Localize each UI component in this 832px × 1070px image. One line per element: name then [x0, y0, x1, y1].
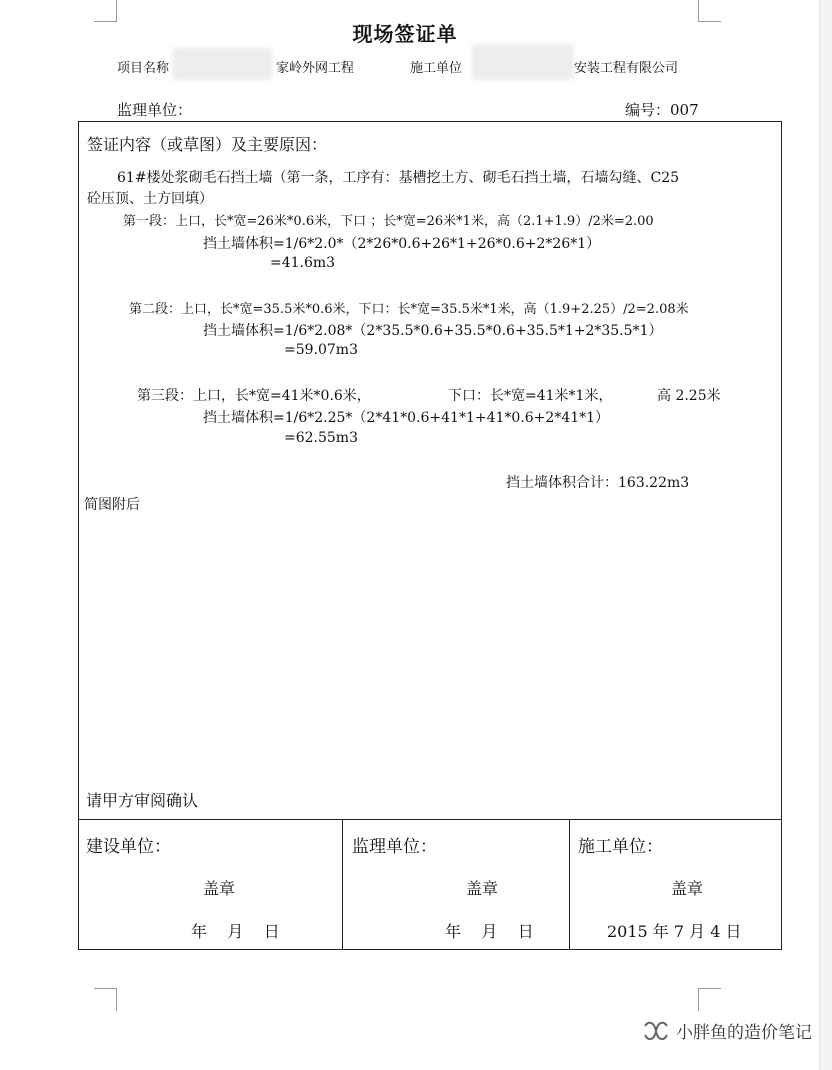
segment-1-dimensions: 第一段：上口，长*宽=26米*0.6米，下口 ；长*宽=26米*1米，高（2.1+1.9）/2米=2.00	[123, 214, 654, 229]
sign-supervisor-date: 年 月 日	[445, 922, 534, 941]
sign-owner-date: 年 月 日	[191, 922, 280, 941]
document-title: 现场签证单	[352, 22, 458, 46]
sketch-note: 简图附后	[84, 497, 140, 513]
sign-supervisor-unit: 监理单位：	[352, 837, 437, 857]
segment-1-result: =41.6m3	[270, 255, 336, 271]
segment-3-height: 高 2.25米	[657, 388, 721, 404]
sign-owner-seal: 盖章	[203, 879, 236, 898]
segment-1-formula: 挡土墙体积=1/6*2.0*（2*26*0.6+26*1+26*0.6+2*26*1）	[203, 236, 601, 252]
scrollbar[interactable]	[819, 0, 832, 1070]
segment-3-dimensions-top: 第三段：上口，长*宽=41米*0.6米，	[137, 388, 371, 404]
crop-mark-bottom-right	[698, 988, 721, 1011]
sign-owner-unit: 建设单位：	[86, 837, 171, 857]
contractor-value: 安装工程有限公司	[574, 61, 679, 76]
contractor-label: 施工单位	[410, 61, 463, 76]
wechat-channel-icon	[642, 1020, 670, 1042]
document-number: 编号：007	[625, 101, 699, 119]
project-name-label: 项目名称	[117, 61, 170, 76]
segment-3-dimensions-bottom: 下口：长*宽=41米*1米，	[448, 388, 613, 404]
segment-3-result: =62.55m3	[284, 430, 358, 446]
redaction-contractor	[472, 44, 574, 80]
sign-contractor-date: 2015 年 7 月 4 日	[607, 922, 742, 941]
redaction-project	[172, 48, 272, 80]
confirm-request: 请甲方审阅确认	[86, 791, 199, 810]
sign-contractor-seal: 盖章	[671, 879, 704, 898]
project-name-value: 家岭外网工程	[276, 61, 355, 76]
supervisor-label: 监理单位：	[117, 101, 193, 119]
intro-line-1: 61#楼处浆砌毛石挡土墙（第一条，工序有：基槽挖土方、砌毛石挡土墙，石墙勾缝、C25	[117, 170, 680, 186]
segment-3-formula: 挡土墙体积=1/6*2.25*（2*41*0.6+41*1+41*0.6+2*41*1）	[203, 410, 610, 426]
intro-line-2: 砼压顶、土方回填）	[87, 191, 213, 207]
content-heading: 签证内容（或草图）及主要原因：	[87, 135, 328, 154]
watermark	[642, 1018, 812, 1043]
total-volume: 挡土墙体积合计：163.22m3	[506, 475, 690, 491]
crop-mark-bottom-left	[94, 988, 117, 1011]
sign-supervisor-seal: 盖章	[466, 879, 499, 898]
segment-2-result: =59.07m3	[284, 342, 358, 358]
watermark-text: 小胖鱼的造价笔记	[676, 1023, 812, 1043]
segment-2-formula: 挡土墙体积=1/6*2.08*（2*35.5*0.6+35.5*0.6+35.5*1+2*35.5*1）	[203, 323, 663, 339]
segment-2-dimensions: 第二段：上口，长*宽=35.5米*0.6米，下口：长*宽=35.5米*1米，高（1.9+2.25）/2=2.08米	[129, 302, 689, 317]
sign-contractor-unit: 施工单位：	[578, 837, 663, 857]
